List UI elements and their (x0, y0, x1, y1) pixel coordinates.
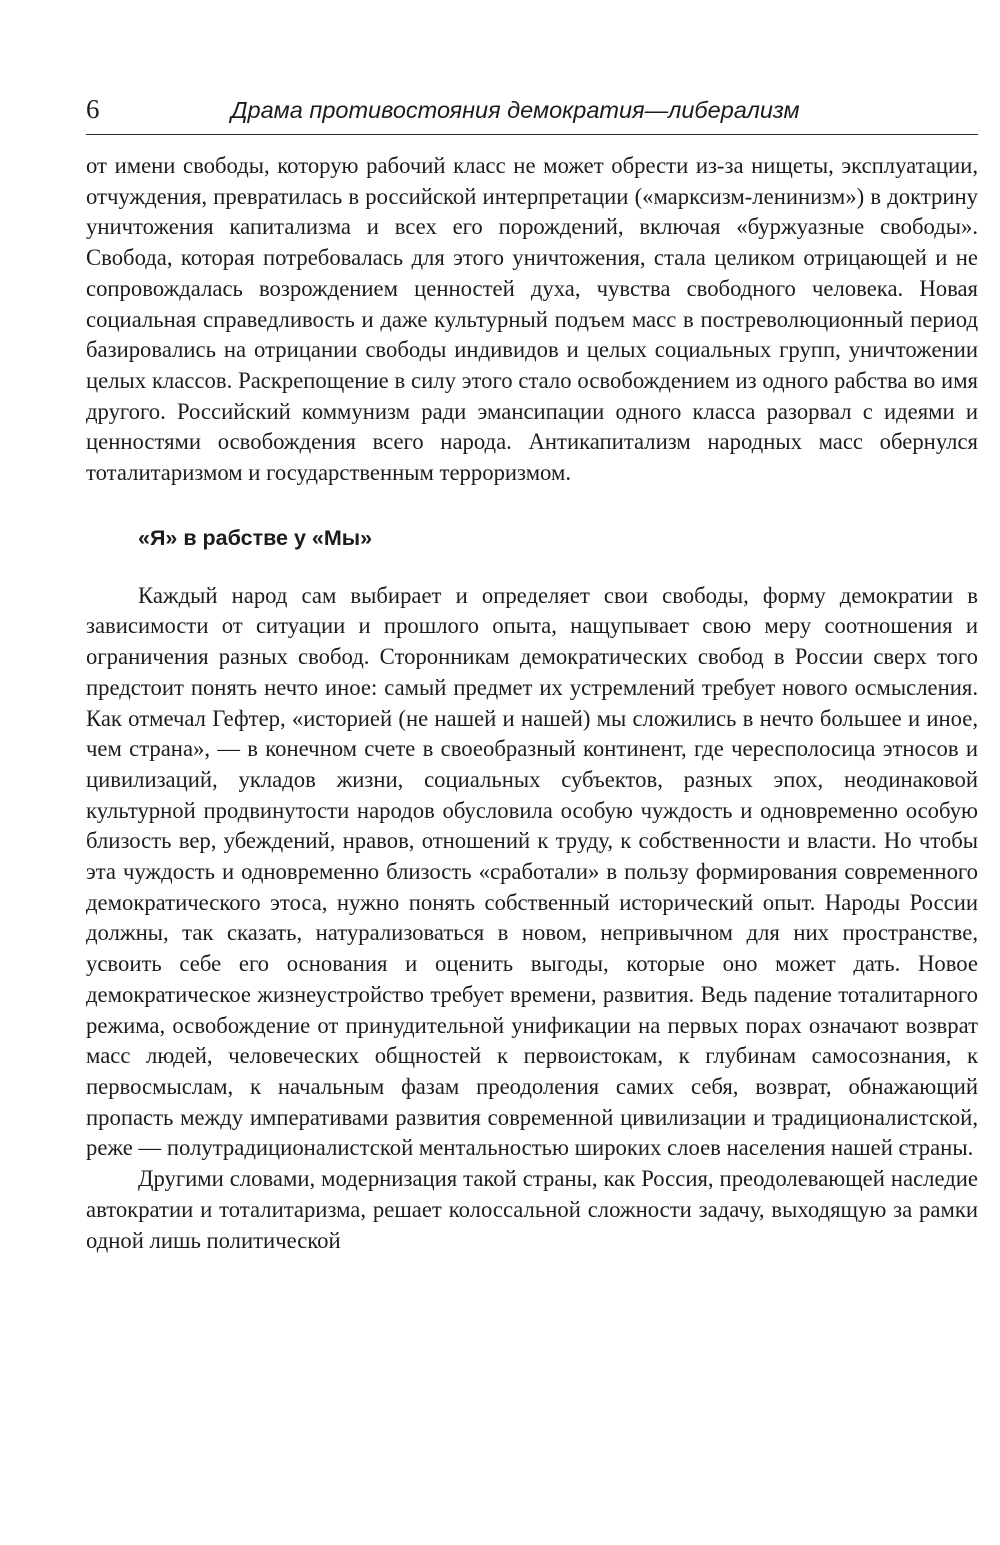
page-number: 6 (86, 94, 100, 124)
paragraph: Другими словами, модернизация такой страны, как Россия, преодолевающей наследие автократии и тоталитаризма, решает колоссальной сложности задачу, выходящую за рамки одной лишь политической (86, 1166, 978, 1253)
running-head (86, 88, 978, 135)
section-heading: «Я» в рабстве у «Мы» (138, 525, 373, 550)
book-page (86, 88, 978, 1528)
running-title: Драма противостояния демократия—либерализм (231, 97, 800, 123)
paragraph: Каждый народ сам выбирает и определяет свои свободы, форму демократии в зависимости от ситуации и прошлого опыта, нащупывает свою меру соотношения и ограничения разных свобод. Сторонникам демократических свобод в России сверх того предстоит понять нечто иное: самый предмет их устремлений требует нового осмысления. Как отмечал Гефтер, «историей (не нашей и нашей) мы сложились в нечто большее и иное, чем страна», — в конечном счете в своеобразный континент, где чересполосица этносов и цивилизаций, укладов жизни, социальных субъектов, разных эпох, неодинаковой культурной продвинутости народов обусловила особую чуждость и одновременно особую близость вер, убеждений, нравов, отношений к труду, к собственности и власти. Но чтобы эта чуждость и одновременно близость «сработали» в пользу формирования современного демократического этоса, нужно понять собственный исторический опыт. Народы России должны, так сказать, натурализоваться в новом, непривычном для них пространстве, усвоить себе его основания и оценить выгоды, которые оно может дать. Новое демократическое жизнеустройство требует времени, развития. Ведь падение тоталитарного режима, освобождение от принудительной унификации на первых порах означают возврат масс людей, человеческих общностей к первоистокам, к глубинам самосознания, к первосмыслам, к начальным фазам преодоления самих себя, возврат, обнажающий пропасть между императивами развития современной цивилизации и традиционалистской, реже — полутрадиционалистской ментальностью широких слоев населения нашей страны. (86, 582, 978, 1161)
paragraph-continued: от имени свободы, которую рабочий класс не может обрести из-за нищеты, эксплуатации, отчуждения, превратилась в российской интерпретации («марксизм-ленинизм») в доктрину уничтожения капитализма и всех его порождений, включая «буржуазные свободы». Свобода, которая потребовалась для этого уничтожения, стала целиком отрицающей и не сопровождалась возрождением ценностей духа, чувства свободного человека. Новая социальная справедливость и даже культурный подъем масс в постреволюционный период базировались на отрицании свободы индивидов и целых социальных групп, уничтожении целых классов. Раскрепощение в силу этого стало освобождением из одного рабства во имя другого. Российский коммунизм ради эмансипации одного класса разорвал с идеями и ценностями освобождения всего народа. Антикапитализм народных масс обернулся тоталитаризмом и государственным терроризмом. (86, 153, 978, 486)
